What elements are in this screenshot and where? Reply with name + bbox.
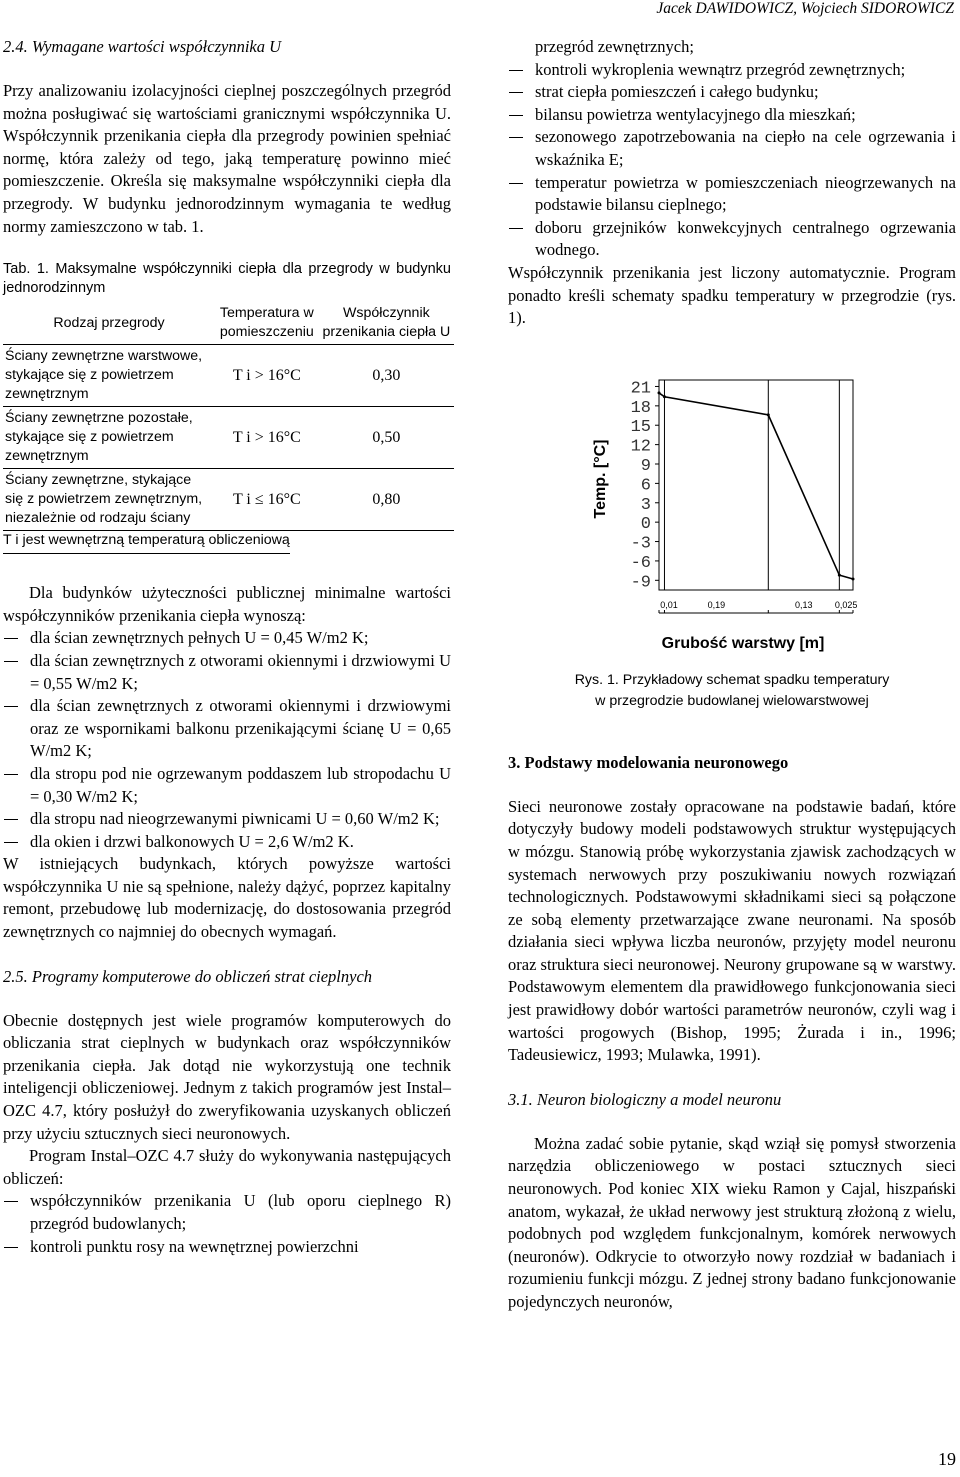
table-header: Temperatura w pomieszczeniu — [215, 302, 319, 345]
y-tick-label: 0 — [640, 514, 651, 534]
table-row — [3, 407, 454, 469]
table-header-row — [3, 302, 454, 345]
temperature-figure — [508, 374, 956, 656]
temperature-chart — [508, 374, 956, 656]
y-tick-label: -9 — [630, 573, 651, 593]
page-number: 19 — [938, 1449, 956, 1469]
table-row — [3, 345, 454, 407]
auto-paragraph: Współczynnik przenikania jest liczony automatycznie. Program ponadto kreśli schematy spadku temperatury w przegrodzie (rys. 1). — [508, 262, 956, 328]
temperature-point — [838, 573, 841, 576]
chart-xlabel: Grubość warstwy [m] — [661, 634, 825, 652]
temperature-point — [852, 577, 855, 580]
table-cell: 0,50 — [319, 407, 454, 469]
x-tick-label: 0,13 — [795, 599, 813, 610]
table-cell: Ściany zewnętrzne warstwowe, stykające się z powietrzem zewnętrznym — [3, 345, 215, 407]
running-header: Jacek DAWIDOWICZ, Wojciech SIDOROWICZ — [656, 0, 954, 17]
public-requirements-list — [3, 627, 451, 853]
y-tick-label: 12 — [630, 437, 651, 457]
list-item: współczynników przenikania U (lub oporu cieplnego R) przegród budowlanych; — [3, 1190, 451, 1235]
public-intro: Dla budynków użyteczności publicznej minimalne wartości współczynników przenikania ciepła wynoszą: — [3, 583, 451, 625]
y-tick-label: -3 — [630, 534, 651, 554]
figure-caption-line: Rys. 1. Przykładowy schemat spadku temperatury — [574, 671, 890, 688]
y-tick-label: 18 — [630, 398, 651, 418]
right-column — [508, 36, 956, 1314]
y-tick-label: -6 — [630, 553, 651, 573]
temperature-point — [767, 413, 770, 416]
list-item: temperatur powietrza w pomieszczeniach nieogrzewanych na podstawie bilansu cieplnego; — [508, 172, 956, 217]
list-item: strat ciepła pomieszczeń i całego budynku; — [508, 81, 956, 104]
list-item: dla ścian zewnętrznych pełnych U = 0,45 W/m2 K; — [3, 627, 451, 650]
table-cell: T i ≤ 16°C — [215, 469, 319, 531]
list-item: dla okien i drzwi balkonowych U = 2,6 W/m2 K. — [3, 831, 451, 854]
table-cell: Ściany zewnętrzne pozostałe, stykające się z powietrzem zewnętrznym — [3, 407, 215, 469]
calc-list — [508, 59, 956, 262]
table-row — [3, 469, 454, 531]
y-tick-label: 9 — [640, 456, 651, 476]
list-item: kontroli punktu rosy na wewnętrznej powierzchni — [3, 1236, 451, 1259]
list-item: dla stropu nad nieogrzewanymi piwnicami U = 0,60 W/m2 K; — [3, 808, 451, 831]
section-heading-3: 3. Podstawy modelowania neuronowego — [508, 752, 789, 772]
y-tick-label: 21 — [630, 379, 651, 399]
chart-ylabel: Temp. [°C] — [592, 439, 609, 519]
chart-frame — [659, 380, 853, 590]
table-cell: T i > 16°C — [215, 407, 319, 469]
figure-caption — [508, 670, 956, 712]
temperature-line — [659, 393, 853, 579]
list-item: dla ścian zewnętrznych z otworami okiennymi i drzwiowymi oraz ze wspornikami balkonu przenikającymi ścianę U = 0,65 W/m2 K; — [3, 695, 451, 763]
figure-caption-line: w przegrodzie budowlanej wielowarstwowej — [595, 692, 869, 709]
table-header: Rodzaj przegrody — [3, 302, 215, 345]
list-item: dla ścian zewnętrznych z otworami okiennymi i drzwiowymi U = 0,55 W/m2 K; — [3, 650, 451, 695]
instal-intro: Program Instal–OZC 4.7 służy do wykonywania następujących obliczeń: — [3, 1146, 451, 1188]
x-tick-label: 0,025 — [834, 599, 858, 610]
table-footnote: T i jest wewnętrzną temperaturą obliczeniową — [3, 531, 290, 554]
table-header: Współczynnik przenikania ciepła U — [319, 302, 454, 345]
table-cell: 0,80 — [319, 469, 454, 531]
list-item: doboru grzejników konwekcyjnych centralnego ogrzewania wodnego. — [508, 217, 956, 262]
requirements-table — [3, 302, 454, 531]
list-item: dla stropu pod nie ogrzewanym poddaszem lub stropodachu U = 0,30 W/m2 K; — [3, 763, 451, 808]
existing-buildings-paragraph: W istniejących budynkach, których powyższe wartości współczynnika U nie są spełnione, należy dążyć, poprzez kapitalny remont, przebudowę lub modernizację, do dostosowania przegród zewnętrznych co najmniej do obecnych wymagań. — [3, 854, 451, 942]
y-tick-label: 3 — [640, 495, 651, 515]
continued-line: przegród zewnętrznych; — [535, 37, 694, 56]
section-heading-2-5: 2.5. Programy komputerowe do obliczeń strat cieplnych — [3, 966, 373, 986]
instal-list — [3, 1190, 451, 1258]
x-tick-label: 0,19 — [707, 599, 726, 610]
list-item: sezonowego zapotrzebowania na ciepło na cele ogrzewania i wskaźnika E; — [508, 126, 956, 171]
table-caption: Tab. 1. Maksymalne współczynniki ciepła dla przegrody w budynku jednorodzinnym — [3, 261, 451, 297]
bio-paragraph: Można zadać sobie pytanie, skąd wziął się pomysł stworzenia narzędzia obliczeniowego w postaci sztucznych sieci neuronowych. Pod koniec XIX wieku Ramon y Cajal, hiszpański anatom, wykazał, że układ nerwowy jest strukturą złożoną z wielu, podobnych pod względem funkcjonalnym, komórek nerwowych (neuronów). Odkrycie to otworzyło nowy rozdział w badaniach i rozumieniu funkcji mózgu. Z jednej strony badano funkcjonowanie pojedynczych neuronów, — [508, 1133, 956, 1311]
temperature-point — [663, 395, 666, 398]
temperature-point — [658, 391, 661, 394]
x-tick-label: 0,01 — [660, 599, 678, 610]
table-cell: T i > 16°C — [215, 345, 319, 407]
y-tick-label: 6 — [640, 476, 651, 496]
programs-paragraph: Obecnie dostępnych jest wiele programów komputerowych do obliczania strat cieplnych w budynkach oraz współczynników przenikania ciepła. Jak dotąd nie wykorzystują one technik inteligencji obliczeniowej. Jednym z takich programów jest Instal– OZC 4.7, który posłużył do zweryfikowania uzyskanych obliczeń przy użyciu sztucznych sieci neuronowych. — [3, 1010, 451, 1143]
intro-paragraph: Przy analizowaniu izolacyjności cieplnej poszczególnych przegród można posługiwać się wartościami granicznymi współczynnika U. Współczynnik przenikania ciepła dla przegrody powinien spełniać normę, która zależy od tego, jaką temperaturę powinno mieć pomieszczenie. Określa się maksymalne współczynniki ciepła dla przegrody. W budynku jednorodzinnym wymagania te według normy zamieszczono w tab. 1. — [3, 81, 451, 236]
list-item: kontroli wykroplenia wewnątrz przegród zewnętrznych; — [508, 59, 956, 82]
section-heading-3-1: 3.1. Neuron biologiczny a model neuronu — [508, 1089, 782, 1109]
table-cell: Ściany zewnętrzne, stykające się z powietrzem zewnętrznym, niezależnie od rodzaju ściany — [3, 469, 215, 531]
table-cell: 0,30 — [319, 345, 454, 407]
nn-paragraph: Sieci neuronowe zostały opracowane na podstawie badań, które dotyczyły budowy modeli podstawowych struktur występujących w mózgu. Stanowią próbę wykorzystania zjawisk zachodzących w systemach nerwowych przy poszukiwaniu nowych rozwiązań technologicznych. Podstawowymi składnikami sieci są połączone ze sobą elementy przetwarzające zwane neuronami. Na sposób działania sieci wpływa liczba neuronów, przyjęty model neuronu oraz struktura sieci neuronowej. Neurony grupowane są w warstwy. Podstawowym elementem dla prawidłowego funkcjonowania sieci jest prawidłowy dobór wartości parametrów neuronów, czyli wag i wartości progowych (Bishop, 1995; Żurada i in., 1996; Tadeusiewicz, 1993; Mulawka, 1991). — [508, 796, 956, 1065]
left-column — [3, 36, 451, 1258]
section-heading-2-4: 2.4. Wymagane wartości współczynnika U — [3, 37, 282, 56]
list-item: bilansu powietrza wentylacyjnego dla mieszkań; — [508, 104, 956, 127]
y-tick-label: 15 — [630, 417, 651, 437]
